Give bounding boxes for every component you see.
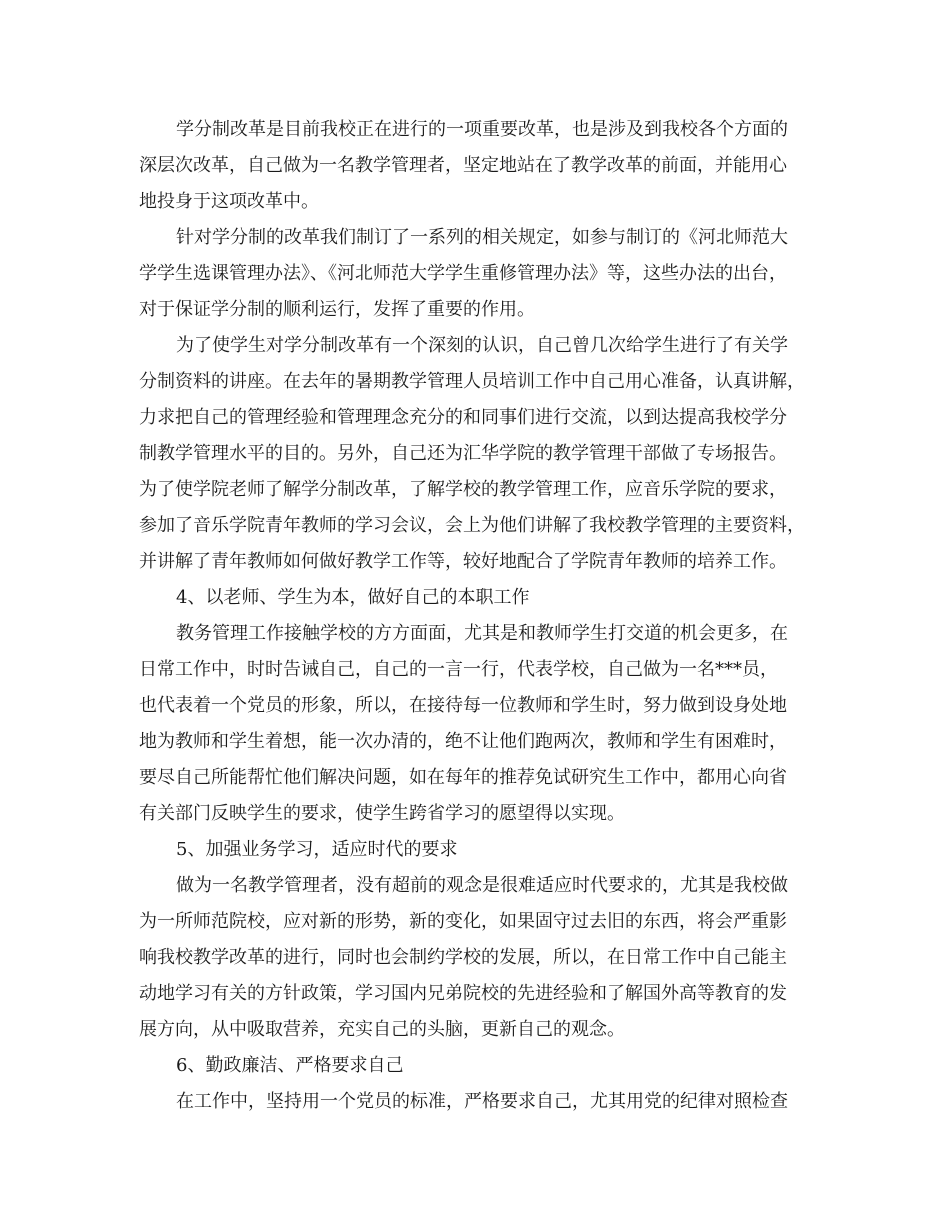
- text-line: 教务管理工作接触学校的方方面面，尤其是和教师学生打交道的机会更多，在: [176, 623, 788, 644]
- text-line: 对于保证学分制的顺利运行，发挥了重要的作用。: [139, 299, 535, 320]
- text-line: 制教学管理水平的目的。另外，自己还为汇华学院的教学管理干部做了专场报告。: [139, 443, 787, 464]
- text-line: 做为一名教学管理者，没有超前的观念是很难适应时代要求的，尤其是我校做: [176, 875, 788, 896]
- text-line: 针对学分制的改革我们制订了一系列的相关规定，如参与制订的《河北师范大: [176, 227, 788, 248]
- text-line: 力求把自己的管理经验和管理理念充分的和同事们进行交流，以到达提高我校学分: [139, 407, 787, 428]
- text-line: 响我校教学改革的进行，同时也会制约学校的发展，所以，在日常工作中自己能主: [139, 947, 787, 968]
- text-line: 为一所师范院校，应对新的形势，新的变化，如果固守过去旧的东西，将会严重影: [139, 911, 787, 932]
- text-line: 为了使学生对学分制改革有一个深刻的认识，自己曾几次给学生进行了有关学: [176, 335, 788, 356]
- text-line: 为了使学院老师了解学分制改革，了解学校的教学管理工作，应音乐学院的要求，: [139, 479, 787, 500]
- text-line: 并讲解了青年教师如何做好教学工作等，较好地配合了学院青年教师的培养工作。: [139, 551, 787, 572]
- text-line: 动地学习有关的方针政策，学习国内兄弟院校的先进经验和了解国外高等教育的发: [139, 983, 787, 1004]
- section-heading: 4、以老师、学生为本，做好自己的本职工作: [176, 587, 530, 608]
- text-line: 要尽自己所能帮忙他们解决问题，如在每年的推荐免试研究生工作中，都用心向省: [139, 767, 787, 788]
- text-line: 地为教师和学生着想，能一次办清的，绝不让他们跑两次，教师和学生有困难时，: [139, 731, 787, 752]
- text-line: 日常工作中，时时告诫自己，自己的一言一行，代表学校，自己做为一名***员，: [139, 659, 778, 680]
- text-line: 在工作中，坚持用一个党员的标准，严格要求自己，尤其用党的纪律对照检查: [176, 1091, 788, 1112]
- section-heading: 5、加强业务学习，适应时代的要求: [176, 839, 458, 860]
- text-line: 有关部门反映学生的要求，使学生跨省学习的愿望得以实现。: [139, 803, 625, 824]
- text-line: 学分制改革是目前我校正在进行的一项重要改革，也是涉及到我校各个方面的: [176, 119, 788, 140]
- text-line: 分制资料的讲座。在去年的暑期教学管理人员培训工作中自己用心准备，认真讲解，: [139, 371, 805, 392]
- text-line: 展方向，从中吸取营养，充实自己的头脑，更新自己的观念。: [139, 1019, 625, 1040]
- section-heading: 6、勤政廉洁、严格要求自己: [176, 1055, 404, 1076]
- text-line: 深层次改革，自己做为一名教学管理者，坚定地站在了教学改革的前面，并能用心: [139, 155, 787, 176]
- text-line: 也代表着一个党员的形象，所以，在接待每一位教师和学生时，努力做到设身处地: [139, 695, 787, 716]
- text-line: 学学生选课管理办法》、《河北师范大学学生重修管理办法》等，这些办法的出台，: [139, 263, 787, 284]
- text-line: 参加了音乐学院青年教师的学习会议，会上为他们讲解了我校教学管理的主要资料，: [139, 515, 805, 536]
- text-line: 地投身于这项改革中。: [139, 191, 319, 212]
